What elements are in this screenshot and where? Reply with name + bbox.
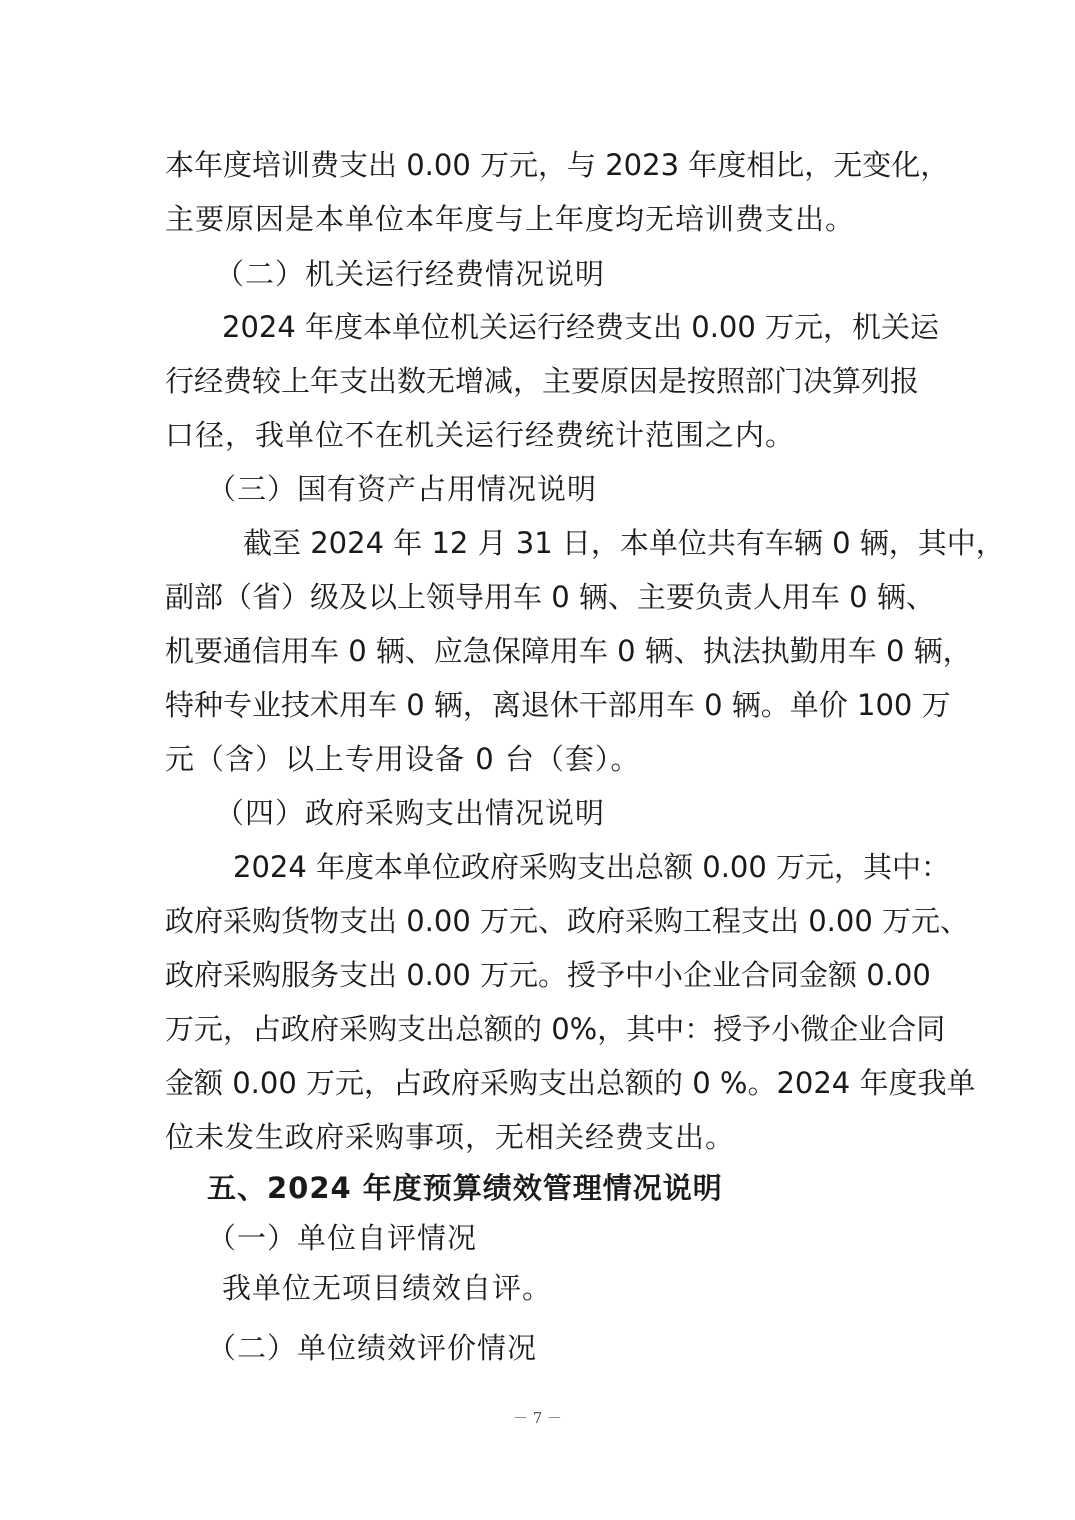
paragraph-line: 机要通信用车 0 辆、应急保障用车 0 辆、执法执勤用车 0 辆， xyxy=(165,634,972,668)
paragraph-line: 2024 年度本单位政府采购支出总额 0.00 万元，其中： xyxy=(233,850,951,884)
section-heading: （一）单位自评情况 xyxy=(207,1221,478,1255)
paragraph-line: 特种专业技术用车 0 辆，离退休干部用车 0 辆。单价 100 万 xyxy=(165,688,951,722)
paragraph-line: 2024 年度本单位机关运行经费支出 0.00 万元，机关运 xyxy=(222,310,940,344)
chapter-heading: 五、2024 年度预算绩效管理情况说明 xyxy=(207,1171,723,1205)
paragraph-line: 本年度培训费支出 0.00 万元，与 2023 年度相比，无变化， xyxy=(165,148,950,182)
paragraph-line: 元（含）以上专用设备 0 台（套）。 xyxy=(165,742,641,776)
paragraph-line: 金额 0.00 万元，占政府采购支出总额的 0 %。2024 年度我单 xyxy=(165,1066,976,1100)
paragraph-line: 截至 2024 年 12 月 31 日，本单位共有车辆 0 辆，其中， xyxy=(243,526,1005,560)
paragraph-line: 行经费较上年支出数无增减，主要原因是按照部门决算列报 xyxy=(165,364,920,398)
paragraph-line: 位未发生政府采购事项，无相关经费支出。 xyxy=(165,1120,736,1154)
section-heading: （二）单位绩效评价情况 xyxy=(207,1331,538,1365)
section-heading: （二）机关运行经费情况说明 xyxy=(215,257,606,291)
paragraph-line: 政府采购服务支出 0.00 万元。授予中小企业合同金额 0.00 xyxy=(165,958,931,992)
paragraph-line: 我单位无项目绩效自评。 xyxy=(222,1271,553,1305)
paragraph-line: 主要原因是本单位本年度与上年度均无培训费支出。 xyxy=(165,202,856,236)
page-number: － 7 － xyxy=(512,1409,563,1427)
paragraph-line: 政府采购货物支出 0.00 万元、政府采购工程支出 0.00 万元、 xyxy=(165,904,970,938)
section-heading: （四）政府采购支出情况说明 xyxy=(215,796,606,830)
section-heading: （三）国有资产占用情况说明 xyxy=(207,472,598,506)
paragraph-line: 万元，占政府采购支出总额的 0%，其中：授予小微企业合同 xyxy=(165,1012,946,1046)
paragraph-line: 副部（省）级及以上领导用车 0 辆、主要负责人用车 0 辆、 xyxy=(165,580,935,614)
paragraph-line: 口径，我单位不在机关运行经费统计范围之内。 xyxy=(165,418,796,452)
